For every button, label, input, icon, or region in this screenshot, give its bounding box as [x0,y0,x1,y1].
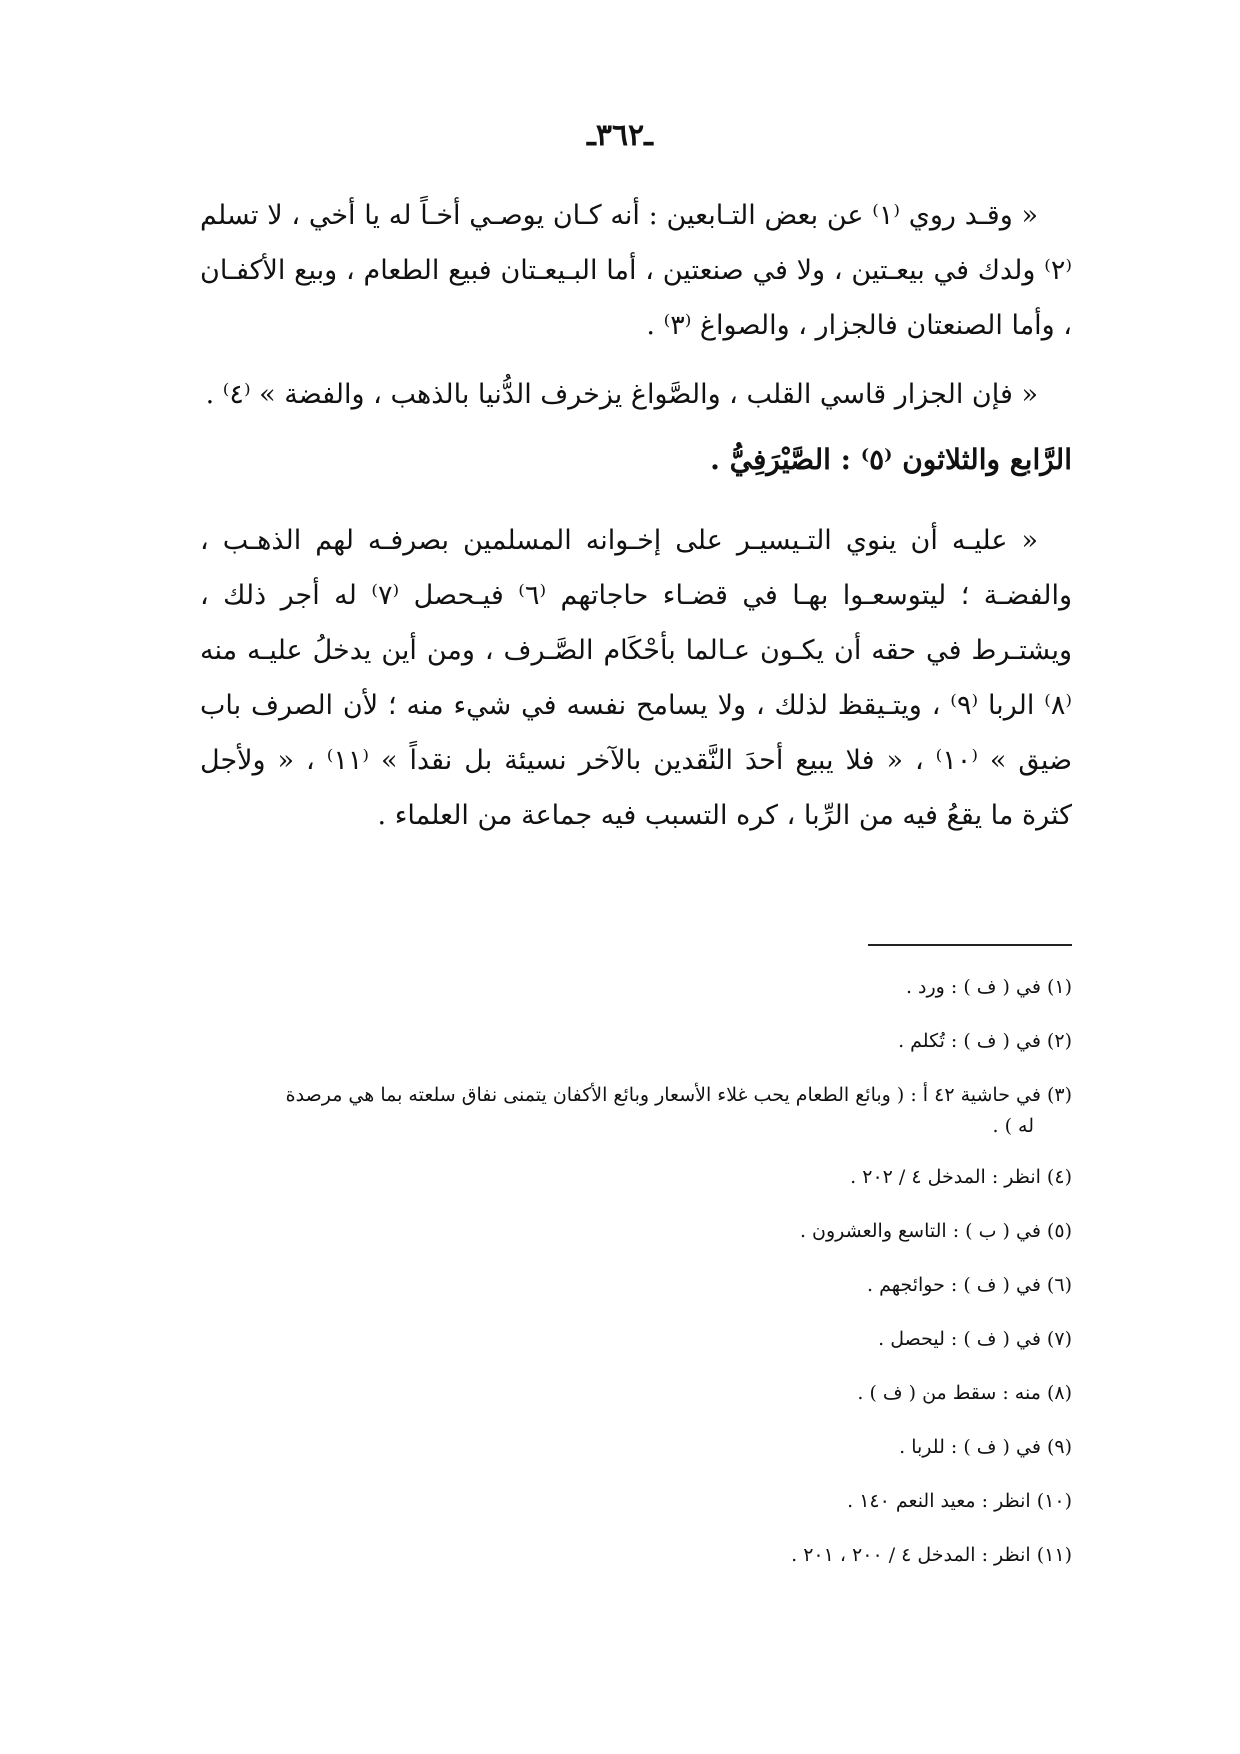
footnote-3-line-1: (٣) في حاشية ٤٢ أ : ( وبائع الطعام يحب غلاء الأسعار وبائع الأكفان يتمنى نفاق سلعته بما هي مرصدة [285,1084,1072,1106]
footnote-4: (٤) انظر : المدخل ٤ / ٢٠٢ . [850,1166,1072,1188]
section-heading: الرَّابع والثلاثون ⁽٥⁾ : الصَّيْرَفِيُّ . [710,443,1072,476]
footnote-3 [200,1080,1072,1142]
page-number: ـ٣٦٢ـ [587,118,653,153]
footnote-separator [868,944,1072,946]
main-text [200,188,1072,843]
footnote-10: (١٠) انظر : معيد النعم ١٤٠ . [847,1490,1072,1512]
footnote-2: (٢) في ( ف ) : تُكلم . [898,1030,1072,1052]
footnote-11: (١١) انظر : المدخل ٤ / ٢٠٠ ، ٢٠١ . [791,1544,1072,1566]
footnote-5: (٥) في ( ب ) : التاسع والعشرون . [799,1220,1072,1242]
paragraph-money-changer: « عليـه أن ينوي التـيسيـر على إخـوانه المسلمين بصرفـه لهم الذهـب ، والفضـة ؛ ليتوسعـوا بهـا في قضـاء حاجاتهم ⁽٦⁾ فيـحصل ⁽٧⁾ له أجر ذلك ، ويشتـرط في حقه أن يكـون عـالما بأحْكَام الصَّـرف ، ومن أين يدخلُ عليـه منه ⁽٨⁾ الربا ⁽٩⁾ ، ويتـيقظ لذلك ، ولا يسامح نفسه في شيء منه ؛ لأن الصرف باب ضيق » ⁽١٠⁾ ، « فلا يبيع أحدَ النَّقدين بالآخر نسيئة بل نقداً » ⁽١١⁾ ، « ولأجل كثرة ما يقعُ فيه من الرِّبا ، كره التسبب فيه جماعة من العلماء . [200,525,1072,831]
footnote-7: (٧) في ( ف ) : ليحصل . [878,1328,1072,1350]
footnote-3-line-2: له ) . [992,1115,1034,1137]
footnotes [200,972,1072,1594]
footnote-8: (٨) منه : سقط من ( ف ) . [857,1382,1072,1404]
paragraph-butcher-goldsmith: « فإن الجزار قاسي القلب ، والصَّواغ يزخرف الدُّنيا بالذهب ، والفضة » ⁽٤⁾ . [205,379,1038,410]
paragraph-tabiin-advice: « وقـد روي ⁽١⁾ عن بعض التـابعين : أنه كـان يوصـي أخـاً له يا أخي ، لا تسلم ⁽٢⁾ ولدك في بيعـتين ، ولا في صنعتين ، أما البـيعـتان فبيع الطعام ، وبيع الأكفـان ، وأما الصنعتان فالجزار ، والصواغ ⁽٣⁾ . [200,200,1072,341]
footnote-6: (٦) في ( ف ) : حوائجهم . [866,1274,1072,1296]
footnote-1: (١) في ( ف ) : ورد . [905,976,1072,998]
footnote-9: (٩) في ( ف ) : للربا . [899,1436,1072,1458]
